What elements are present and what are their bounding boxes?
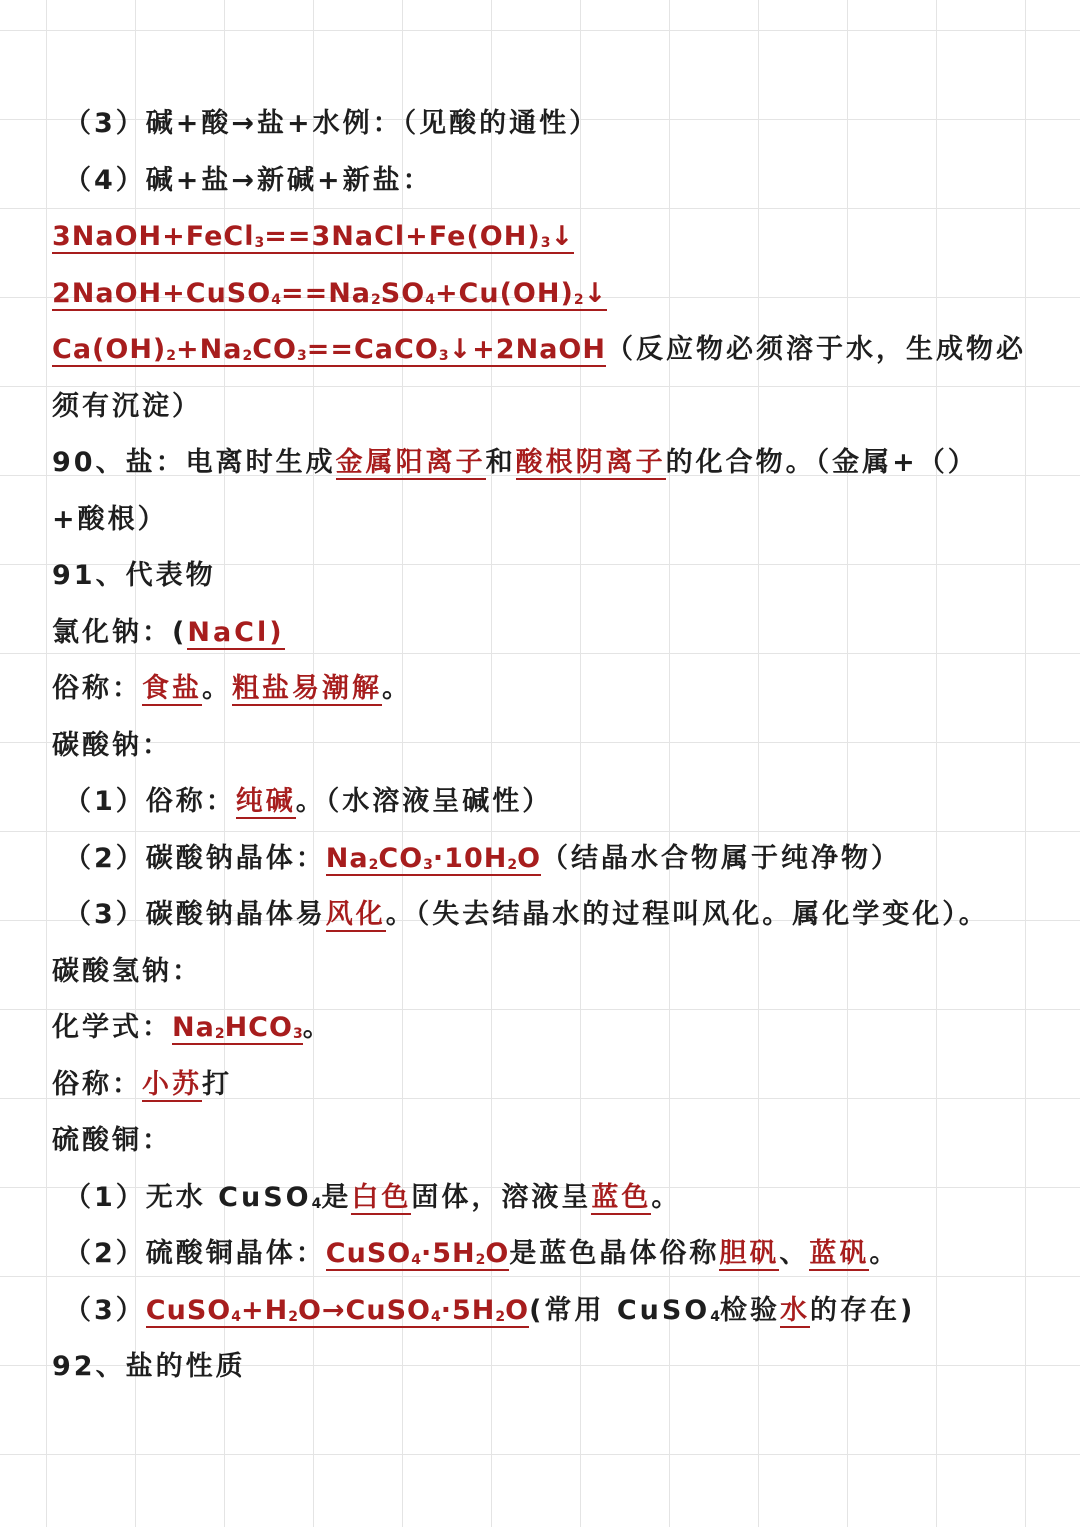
note-line-na2co3-crystal: （2）碳酸钠晶体：$Na_2CO_3\cdot 10H_2O$（结晶水合物属于纯净物） <box>64 842 902 874</box>
note-line-base-acid: （3）碱+酸→盐+水例：（见酸的通性） <box>64 108 600 139</box>
note-line-nahco3-formula: 化学式：$Na_2HCO_3$。 <box>52 1012 333 1043</box>
note-line-cuso4-crystal: （2）硫酸铜晶体：$CuSO_4\cdot 5H_2O$是蓝色晶体俗称胆矾、蓝矾。 <box>64 1238 900 1269</box>
note-text: （反应物必须溶于水，生成物必 <box>605 334 1026 365</box>
note-line-na2co3-name: （1）俗称：纯碱。（水溶液呈碱性） <box>64 786 553 817</box>
subheading-copper-sulfate: 硫酸铜： <box>52 1125 172 1156</box>
note-line-salt-definition: 90、盐：电离时生成金属阳离子和酸根阴离子的化合物。（金属+（） <box>52 447 978 478</box>
note-line-base-salt: （4）碱+盐→新碱+新盐： <box>64 164 433 196</box>
equation-text: $3NaOH+FeCl_3==3NaCl+Fe(OH)_3↓$ <box>52 221 575 252</box>
note-line-anhydrous-cuso4: （1）无水 CuSO$_4$是白色固体，溶液呈蓝色。 <box>64 1181 682 1213</box>
note-line-cuso4-water-test: $(3)CuSO_4+H_2O\to CuSO_4\cdot 5H_2O$(常用 CuSO$_4$检验水的存在) <box>64 1294 916 1326</box>
subheading-sodium-bicarbonate: 碳酸氢钠： <box>52 955 202 987</box>
note-line-nahco3-name: 俗称：小苏打 <box>52 1068 232 1100</box>
subheading-sodium-carbonate: 碳酸钠： <box>52 729 172 761</box>
section-heading-91: 91、代表物 <box>52 560 216 591</box>
note-line-precipitate: 须有沉淀） <box>52 390 202 422</box>
equation-naoh-fecl3 <box>52 209 1052 266</box>
note-line-acid-radical: +酸根） <box>52 503 168 535</box>
section-heading-92: 92、盐的性质 <box>52 1351 246 1382</box>
equation-naoh-cuso4 <box>52 266 1052 323</box>
note-line-efflorescence: （3）碳酸钠晶体易风化。（失去结晶水的过程叫风化。属化学变化）。 <box>64 899 989 930</box>
note-line-nacl: 氯化钠：(NaCl) <box>52 616 285 648</box>
note-line-nacl-common-name: 俗称：食盐。粗盐易潮解。 <box>52 673 412 704</box>
equation-text: $2NaOH+CuSO_4==Na_2SO_4+Cu(OH)_2↓$ <box>52 277 608 309</box>
notes-page <box>52 96 1052 1396</box>
equation-caoh2-na2co3 <box>52 322 1052 379</box>
equation-text: $Ca(OH)_2+Na_2CO_3==CaCO_3↓+2NaOH$ <box>52 334 606 365</box>
